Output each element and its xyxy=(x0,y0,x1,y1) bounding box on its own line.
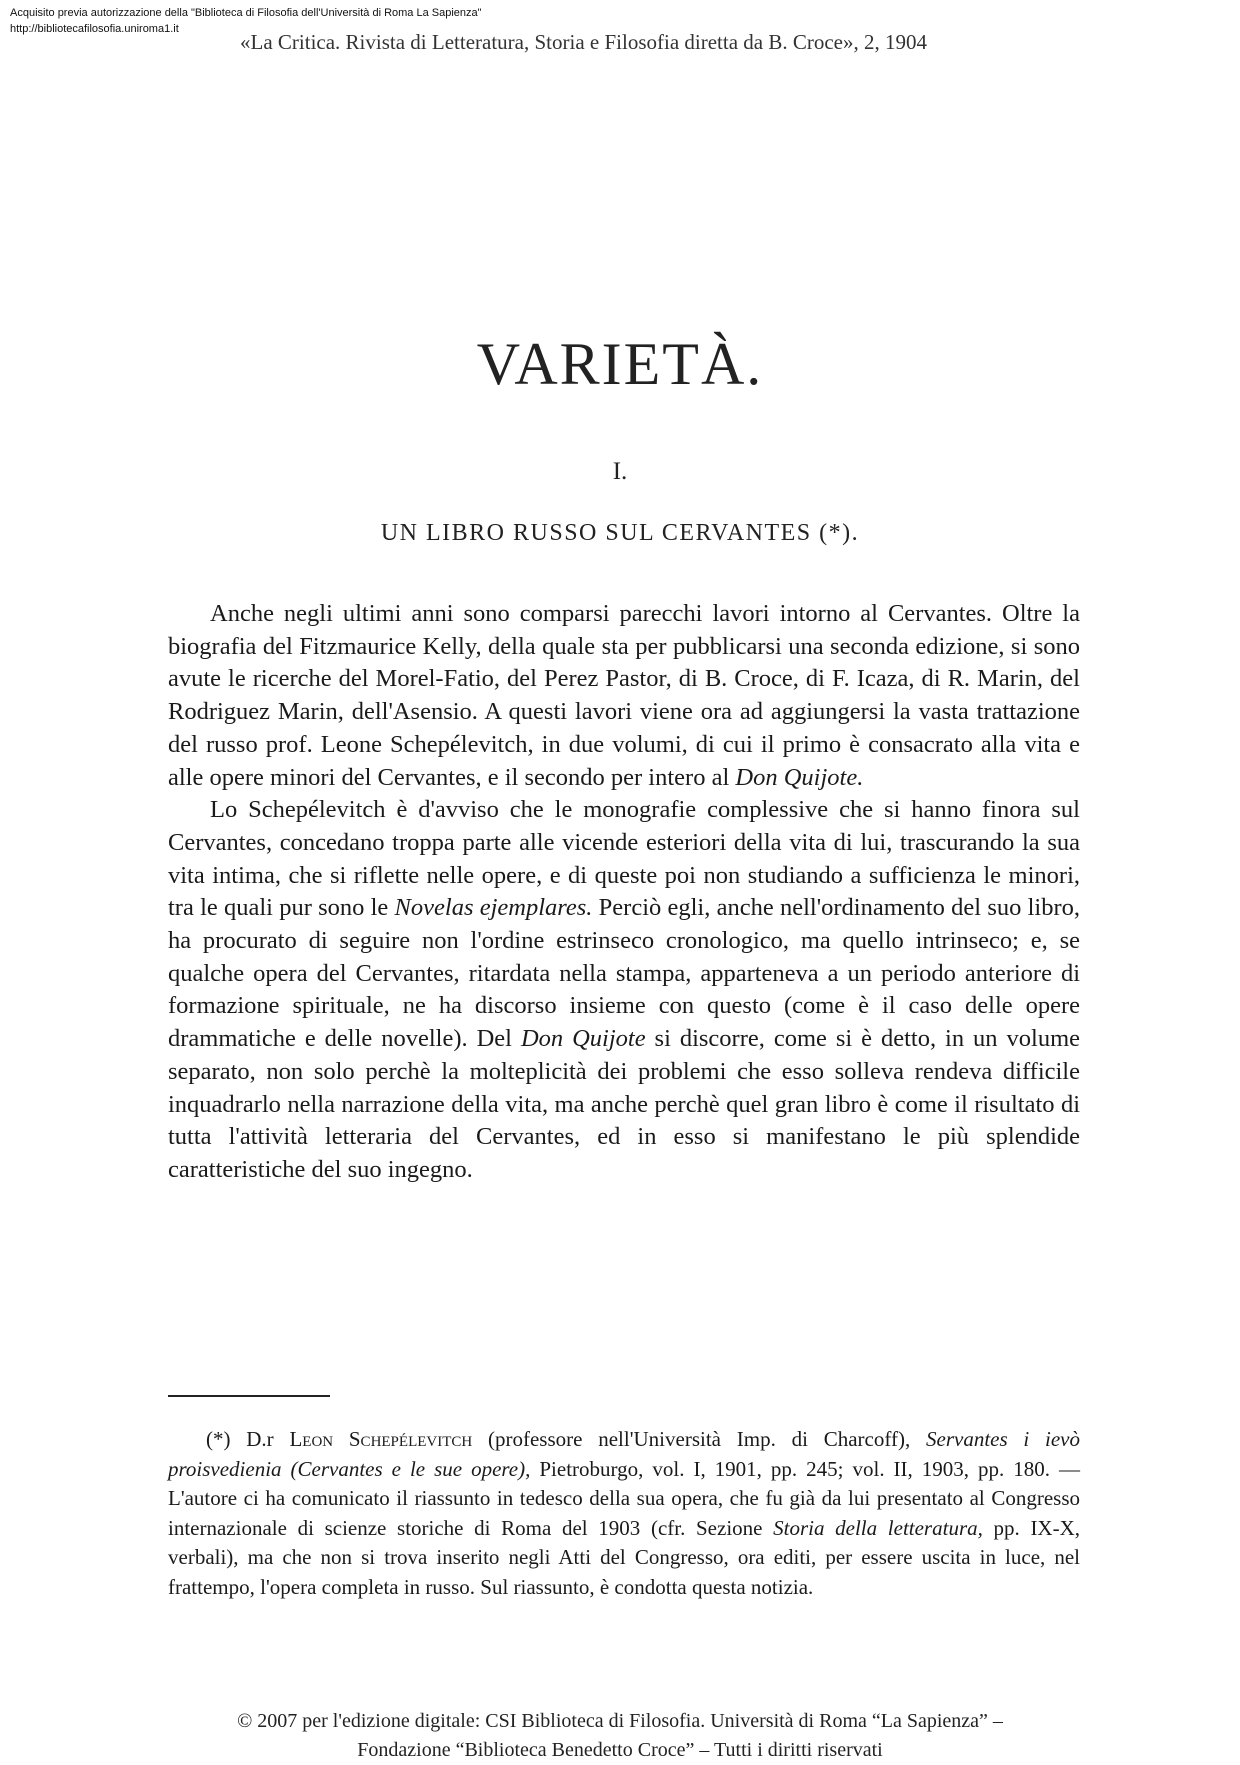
footnote-paragraph xyxy=(168,1425,1080,1602)
paragraph-2-italic-1: Novelas ejemplares. xyxy=(394,894,593,922)
paragraph-1 xyxy=(168,598,1080,794)
article-body xyxy=(168,598,1080,1187)
paragraph-1-italic: Don Quijote. xyxy=(735,763,864,791)
copyright-notice xyxy=(0,1707,1240,1765)
acquisition-text: Acquisito previa autorizzazione della "Biblioteca di Filosofia dell'Università di Roma La Sapienza" xyxy=(10,7,482,19)
copyright-line-1: © 2007 per l'edizione digitale: CSI Biblioteca di Filosofia. Università di Roma “La Sapienza” – xyxy=(237,1710,1003,1732)
footnote-divider xyxy=(168,1395,330,1397)
paragraph-2-text-c: si discorre, come si è detto, in un volume separato, non solo perchè la molteplicità dei problemi che esso solleva rendeva difficile inquadrarlo nella narrazione della vita, ma anche perchè quel gran libro è come il risultato di tutta l'attività letteraria del Cervantes, ed in esso si manifestano le più splendide caratteristiche del suo ingegno. xyxy=(168,1025,1080,1183)
footnote-marker: (*) D.r xyxy=(206,1427,290,1451)
section-title: VARIETÀ. xyxy=(476,331,764,397)
footnote-italic-1: Servantes i ievò proisvedienia (Cervantes e le sue opere), xyxy=(168,1427,1081,1481)
article-title: UN LIBRO RUSSO SUL CERVANTES (*). xyxy=(380,520,860,546)
paragraph-2-text-b: Perciò egli, anche nell'ordinamento del suo libro, ha procurato di seguire non l'ordine estrinseco cronologico, ma quello intrinseco; e, se qualche opera del Cervantes, ritardata nella stampa, apparteneva a un periodo anteriore di formazione spirituale, ne ha discorso insieme con questo (come è il caso delle opere drammatiche e delle novelle). Del xyxy=(168,894,1080,1053)
article-number: I. xyxy=(612,458,628,485)
acquisition-url: http://bibliotecafilosofia.uniroma1.it xyxy=(10,22,179,35)
footnote-text-b: Pietroburgo, vol. I, 1901, pp. 245; vol. II, 1903, pp. 180. — L'autore ci ha comunicato il riassunto in tedesco della sua opera, che fu già da lui presentato al Congresso internazionale di scienze storiche di Roma del 1903 (cfr. Sezione xyxy=(168,1456,1081,1540)
footnote-text-a: (professore nell'Università Imp. di Charcoff), xyxy=(472,1427,926,1451)
paragraph-2-italic-2: Don Quijote xyxy=(520,1025,646,1053)
footnote-text-c: pp. IX-X, verbali), ma che non si trova inserito negli Atti del Congresso, ora editi, per essere uscita in luce, nel frattempo, l'opera completa in russo. Sul riassunto, è condotta questa notizia. xyxy=(168,1515,1081,1599)
journal-citation: «La Critica. Rivista di Letteratura, Storia e Filosofia diretta da B. Croce», 2, 1904 xyxy=(240,30,927,54)
paragraph-2 xyxy=(168,794,1080,1186)
footnote-author: Leon Schepélevitch xyxy=(289,1427,473,1451)
copyright-line-2: Fondazione “Biblioteca Benedetto Croce” – Tutti i diritti riservati xyxy=(357,1739,883,1761)
paragraph-2-text-a: Lo Schepélevitch è d'avviso che le monografie complessive che si hanno finora sul Cervantes, concedano troppa parte alle vicende esteriori della vita di lui, trascurando la sua vita intima, che si riflette nelle opere, e di queste poi non studiando a sufficienza le minori, tra le quali pur sono le xyxy=(168,796,1080,922)
footnote-italic-2: Storia della letteratura, xyxy=(773,1515,983,1540)
paragraph-1-text: Anche negli ultimi anni sono comparsi parecchi lavori intorno al Cervantes. Oltre la biografia del Fitzmaurice Kelly, della quale sta per pubblicarsi una seconda edizione, si sono avute le ricerche del Morel-Fatio, del Perez Pastor, di B. Croce, di F. Icaza, di R. Marin, del Rodriguez Marin, dell'Asensio. A questi lavori viene ora ad aggiungersi la vasta trattazione del russo prof. Leone Schepélevitch, in due volumi, di cui il primo è consacrato alla vita e alle opere minori del Cervantes, e il secondo per intero al xyxy=(168,600,1080,791)
footnote xyxy=(168,1425,1080,1602)
